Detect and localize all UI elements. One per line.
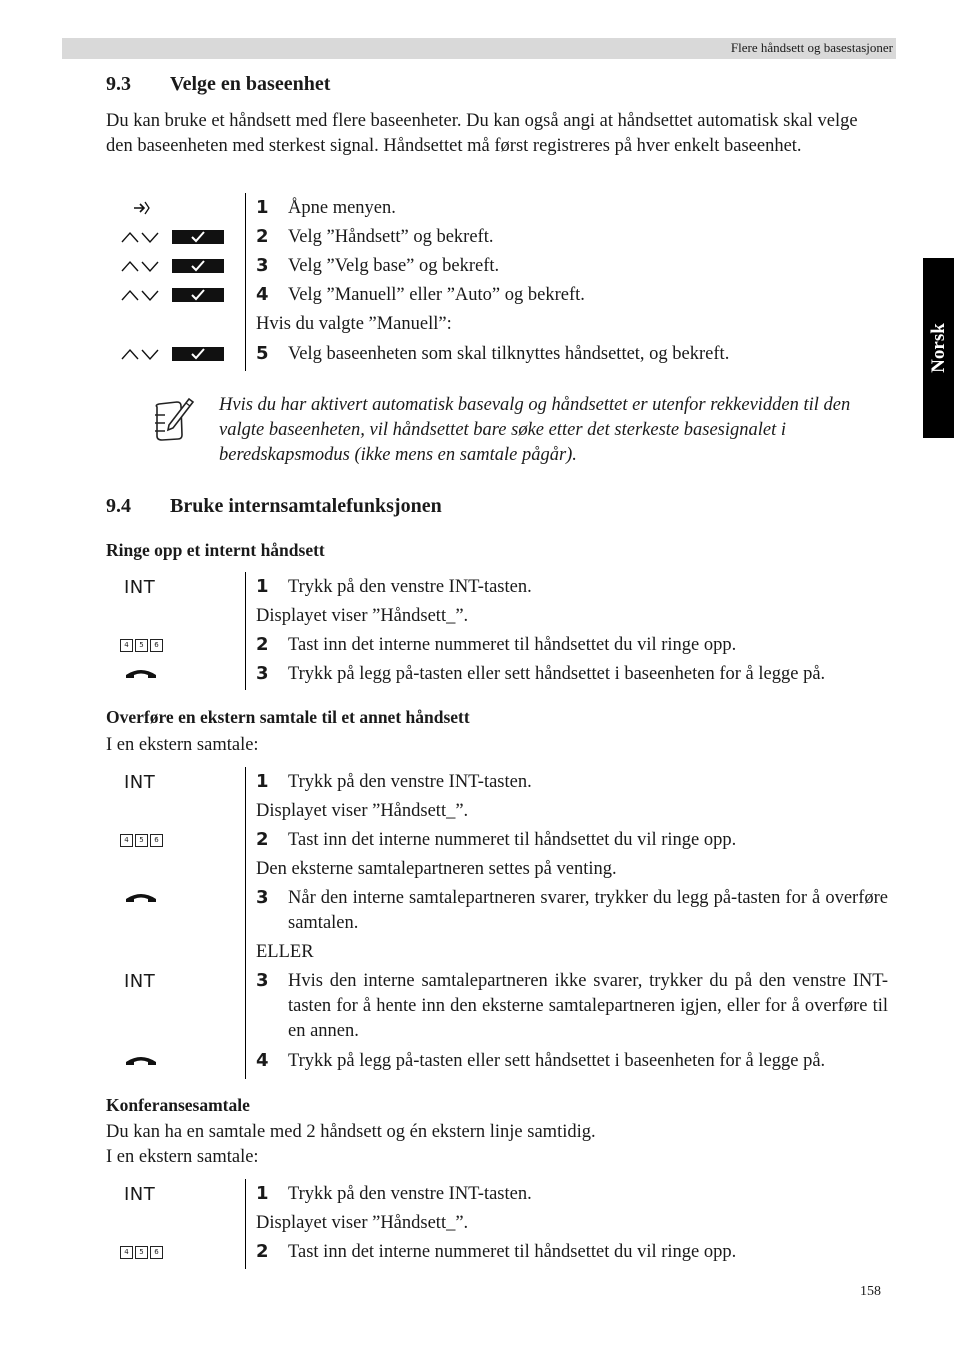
- divider-line: [245, 767, 246, 1079]
- step-number: 5: [256, 343, 269, 364]
- ok-checkmark-icon: [172, 288, 224, 302]
- steps-conference: [106, 1179, 888, 1269]
- step-icons: [120, 342, 224, 366]
- note-box: [106, 393, 888, 469]
- page-number: 158: [860, 1284, 881, 1299]
- section-title: Velge en baseenhet: [170, 73, 331, 95]
- step-plain-text: Displayet viser ”Håndsett_”.: [256, 606, 469, 626]
- note-pencil-icon: [151, 395, 197, 445]
- step-number: 4: [256, 1050, 269, 1071]
- step-number: 2: [256, 1241, 269, 1262]
- step-text: Åpne menyen.: [288, 198, 396, 218]
- step-plain-text: ELLER: [256, 942, 314, 962]
- section-heading-9-4: [106, 495, 442, 518]
- up-down-arrows-icon: [120, 259, 162, 273]
- step-text: Trykk på legg på-tasten eller sett håndsettet i baseenheten for å legge på.: [288, 1051, 826, 1071]
- language-tab-label: Norsk: [927, 323, 949, 373]
- hang-up-icon: [124, 886, 158, 910]
- int-key-label: INT: [124, 1183, 156, 1205]
- keypad-icon: [120, 1240, 163, 1264]
- step-icons: [120, 254, 224, 278]
- step-plain-text: Hvis du valgte ”Manuell”:: [256, 314, 452, 334]
- keypad-key: 6: [150, 1246, 163, 1259]
- subsection-intro: Du kan ha en samtale med 2 håndsett og én ekstern linje samtidig.: [106, 1122, 596, 1142]
- step-text: Velg ”Håndsett” og bekreft.: [288, 227, 494, 247]
- keypad-key: 4: [120, 639, 133, 652]
- keypad-icon: [120, 828, 163, 852]
- step-plain-text: Den eksterne samtalepartneren settes på venting.: [256, 859, 617, 879]
- keypad-key: 6: [150, 639, 163, 652]
- ok-checkmark-icon: [172, 230, 224, 244]
- keypad-key: 5: [135, 1246, 148, 1259]
- subsection-intro: I en ekstern samtale:: [106, 735, 259, 755]
- step-text: Hvis den interne samtalepartneren ikke svarer, trykker du på den venstre INT-tasten for å hente inn den eksterne samtalepartneren igjen, eller for å overføre til en annen.: [288, 971, 888, 1041]
- step-number: 2: [256, 634, 269, 655]
- step-icons: [120, 225, 224, 249]
- int-key-icon: [124, 770, 155, 794]
- keypad-icon: [120, 633, 163, 657]
- running-header: [62, 38, 896, 59]
- ok-checkmark-icon: [172, 347, 224, 361]
- hang-up-icon: [124, 1049, 158, 1073]
- keypad-key: 4: [120, 1246, 133, 1259]
- step-text: Trykk på den venstre INT-tasten.: [288, 577, 532, 597]
- subheading-transfer-call: Overføre en ekstern samtale til et annet håndsett: [106, 707, 470, 727]
- step-number: 4: [256, 284, 269, 305]
- divider-line: [245, 193, 246, 371]
- section-number: 9.3: [106, 73, 131, 95]
- step-number: 3: [256, 970, 269, 991]
- divider-line: [245, 1179, 246, 1269]
- step-number: 2: [256, 829, 269, 850]
- up-down-arrows-icon: [120, 288, 162, 302]
- step-text: Trykk på legg på-tasten eller sett håndsettet i baseenheten for å legge på.: [288, 664, 826, 684]
- keypad-key: 5: [135, 639, 148, 652]
- note-text: Hvis du har aktivert automatisk basevalg og håndsettet er utenfor rekkevidden til den valgte baseenheten, vil håndsettet bare søke etter det sterkeste basesignalet i beredskapsmodus (ikke mens en samtale pågår).: [219, 395, 851, 465]
- step-text: Når den interne samtalepartneren svarer, trykker du legg på-tasten for å overføre samtalen.: [288, 888, 888, 933]
- subheading-conference: Konferansesamtale: [106, 1095, 250, 1115]
- step-text: Velg ”Velg base” og bekreft.: [288, 256, 500, 276]
- step-text: Velg ”Manuell” eller ”Auto” og bekreft.: [288, 285, 585, 305]
- divider-line: [245, 572, 246, 690]
- keypad-key: 5: [135, 834, 148, 847]
- steps-transfer-call: [106, 767, 888, 1079]
- up-down-arrows-icon: [120, 347, 162, 361]
- section-title: Bruke internsamtalefunksjonen: [170, 495, 442, 517]
- language-tab: [923, 258, 954, 438]
- subheading-ring-internal: Ringe opp et internt håndsett: [106, 540, 325, 560]
- int-key-label: INT: [124, 771, 156, 793]
- section-heading-9-3: [106, 73, 330, 96]
- step-number: 1: [256, 1183, 269, 1204]
- steps-ring-internal: [106, 572, 888, 690]
- step-text: Tast inn det interne nummeret til håndsettet du vil ringe opp.: [288, 635, 737, 655]
- step-number: 2: [256, 226, 269, 247]
- up-down-arrows-icon: [120, 230, 162, 244]
- step-text: Trykk på den venstre INT-tasten.: [288, 1184, 532, 1204]
- step-icons: [120, 283, 224, 307]
- int-key-icon: [124, 575, 155, 599]
- steps-9-3: [106, 193, 888, 371]
- step-text: Velg baseenheten som skal tilknyttes håndsettet, og bekreft.: [288, 344, 730, 364]
- step-text: Tast inn det interne nummeret til håndsettet du vil ringe opp.: [288, 830, 737, 850]
- step-number: 3: [256, 887, 269, 908]
- step-number: 3: [256, 255, 269, 276]
- ok-checkmark-icon: [172, 259, 224, 273]
- int-key-label: INT: [124, 970, 156, 992]
- keypad-key: 6: [150, 834, 163, 847]
- int-key-label: INT: [124, 576, 156, 598]
- step-number: 1: [256, 576, 269, 597]
- keypad-key: 4: [120, 834, 133, 847]
- subsection-intro: I en ekstern samtale:: [106, 1147, 259, 1167]
- hang-up-icon: [124, 662, 158, 686]
- step-number: 1: [256, 197, 269, 218]
- step-text: Tast inn det interne nummeret til håndsettet du vil ringe opp.: [288, 1242, 737, 1262]
- step-number: 3: [256, 663, 269, 684]
- section-number: 9.4: [106, 495, 131, 517]
- running-header-title: Flere håndsett og basestasjoner: [730, 40, 893, 55]
- step-plain-text: Displayet viser ”Håndsett_”.: [256, 801, 469, 821]
- section-intro: Du kan bruke et håndsett med flere baseenheter. Du kan også angi at håndsettet automatisk skal velge den baseenheten med sterkest signal. Håndsettet må først registreres på hver enkelt baseenhet.: [106, 111, 858, 156]
- step-text: Trykk på den venstre INT-tasten.: [288, 772, 532, 792]
- int-key-icon: [124, 969, 155, 993]
- menu-arrow-icon: [132, 196, 152, 220]
- step-number: 1: [256, 771, 269, 792]
- step-plain-text: Displayet viser ”Håndsett_”.: [256, 1213, 469, 1233]
- int-key-icon: [124, 1182, 155, 1206]
